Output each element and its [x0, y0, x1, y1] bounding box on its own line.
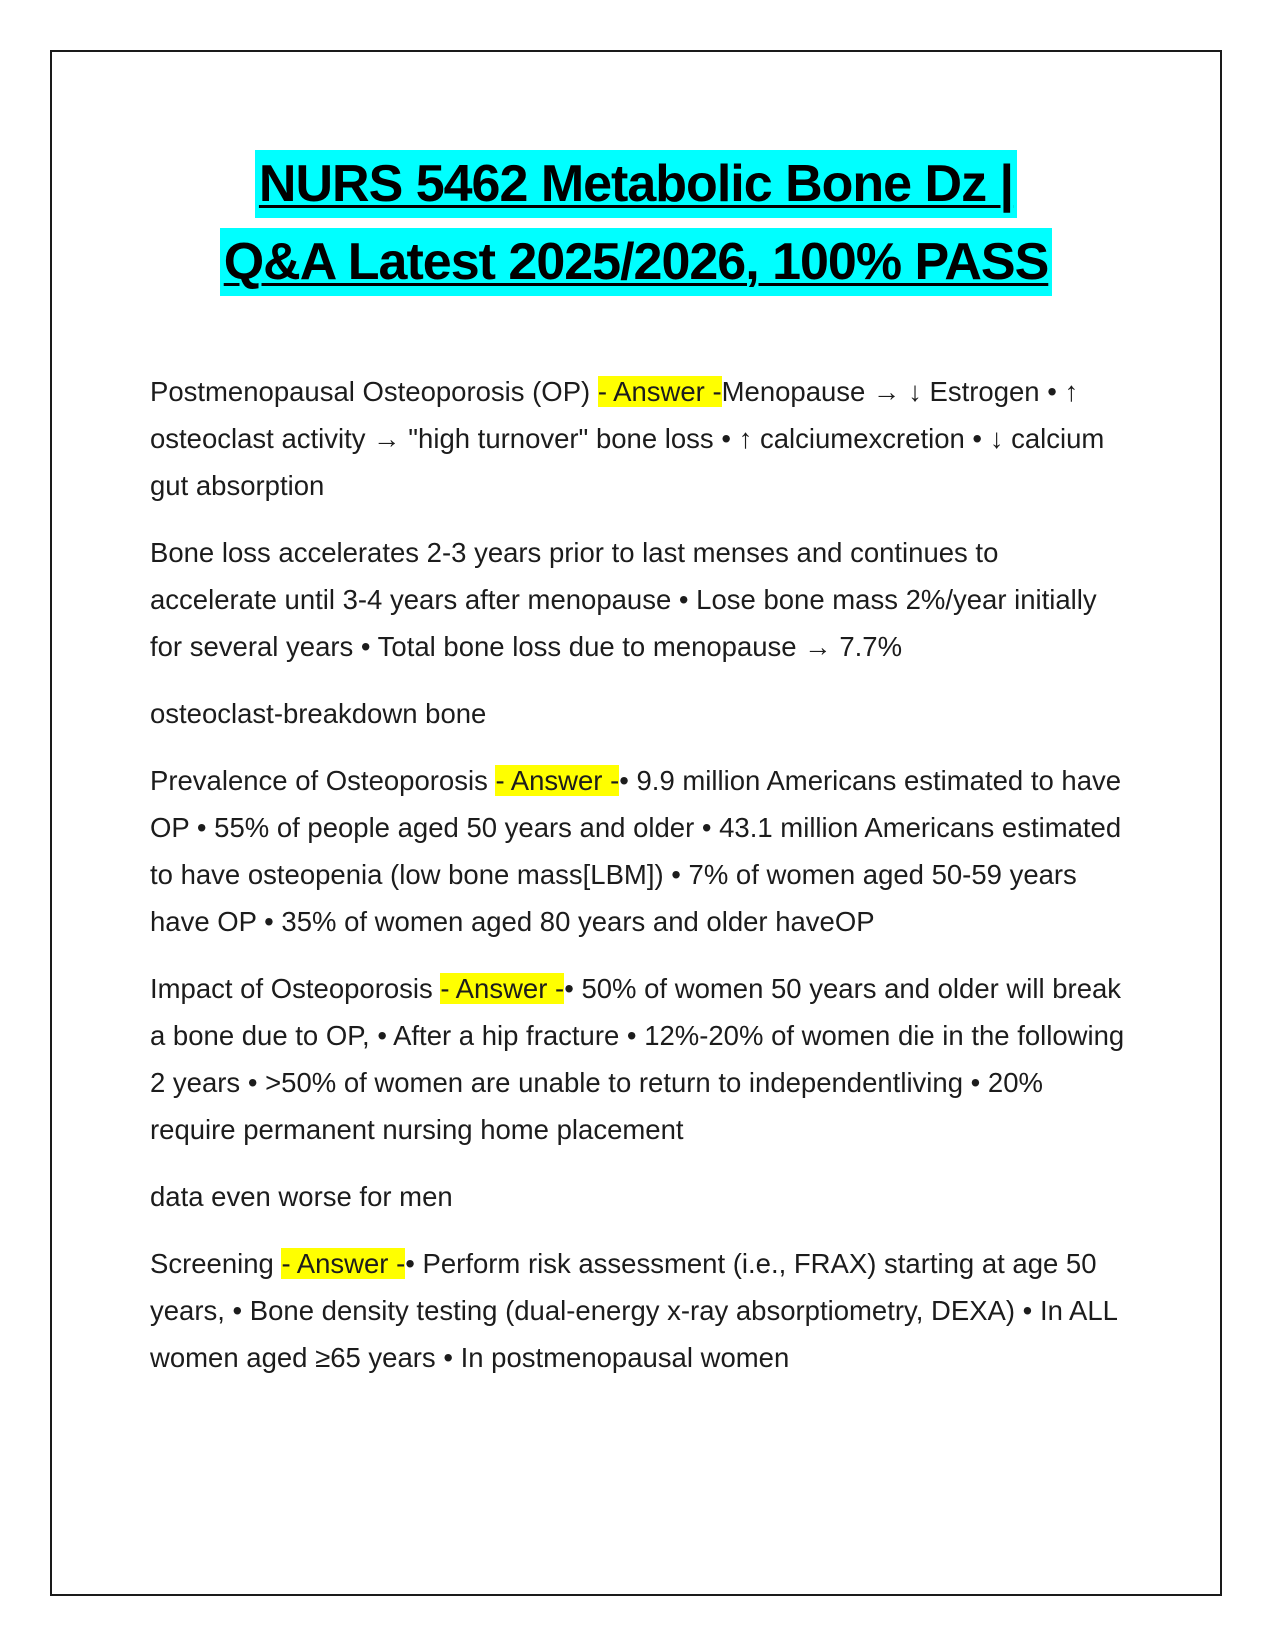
qa-entry-postmenopausal-op [150, 368, 1130, 509]
question-text: Screening [150, 1248, 282, 1279]
qa-entry-prevalence [150, 757, 1130, 945]
qa-entry-impact [150, 965, 1130, 1153]
qa-entry-screening [150, 1240, 1130, 1381]
question-text: Prevalence of Osteoporosis [150, 765, 496, 796]
note-men: data even worse for men [150, 1181, 453, 1212]
document-title [60, 150, 1212, 306]
note-bone-loss: Bone loss accelerates 2-3 years prior to last menses and continues to accelerate until 3-4 years after menopause • Lose bone mass 2%/year initially for several years • Total bone loss due to menopause → 7.7% [150, 537, 1097, 662]
answer-label: - Answer - [440, 973, 565, 1004]
question-text: Impact of Osteoporosis [150, 973, 441, 1004]
question-text: Postmenopausal Osteoporosis (OP) [150, 376, 598, 407]
title-line-2: Q&A Latest 2025/2026, 100% PASS [220, 228, 1053, 296]
answer-label: - Answer - [281, 1248, 406, 1279]
answer-text: • Perform risk assessment (i.e., FRAX) starting at age 50 years, • Bone density testing (dual-energy x-ray absorptiometry, DEXA) • In ALL women aged ≥65 years • In postmenopausal women [150, 1248, 1117, 1373]
answer-label: - Answer - [495, 765, 620, 796]
answer-text: Menopause → ↓ Estrogen • ↑ osteoclast activity → "high turnover" bone loss • ↑ calciumexcretion • ↓ calcium gut absorption [150, 376, 1105, 501]
title-line-1: NURS 5462 Metabolic Bone Dz | [255, 150, 1017, 218]
answer-text: • 9.9 million Americans estimated to have OP • 55% of people aged 50 years and older • 43.1 million Americans estimated to have osteopenia (low bone mass[LBM]) • 7% of women aged 50-59 years have OP • 35% of women aged 80 years and older haveOP [150, 765, 1122, 937]
answer-label: - Answer - [597, 376, 722, 407]
qa-content [150, 368, 1130, 1401]
answer-text: • 50% of women 50 years and older will break a bone due to OP, • After a hip fracture • 12%-20% of women die in the following 2 years • >50% of women are unable to return to independentliving • 20% require permanent nursing home placement [150, 973, 1125, 1145]
note-osteoclast: osteoclast-breakdown bone [150, 698, 487, 729]
